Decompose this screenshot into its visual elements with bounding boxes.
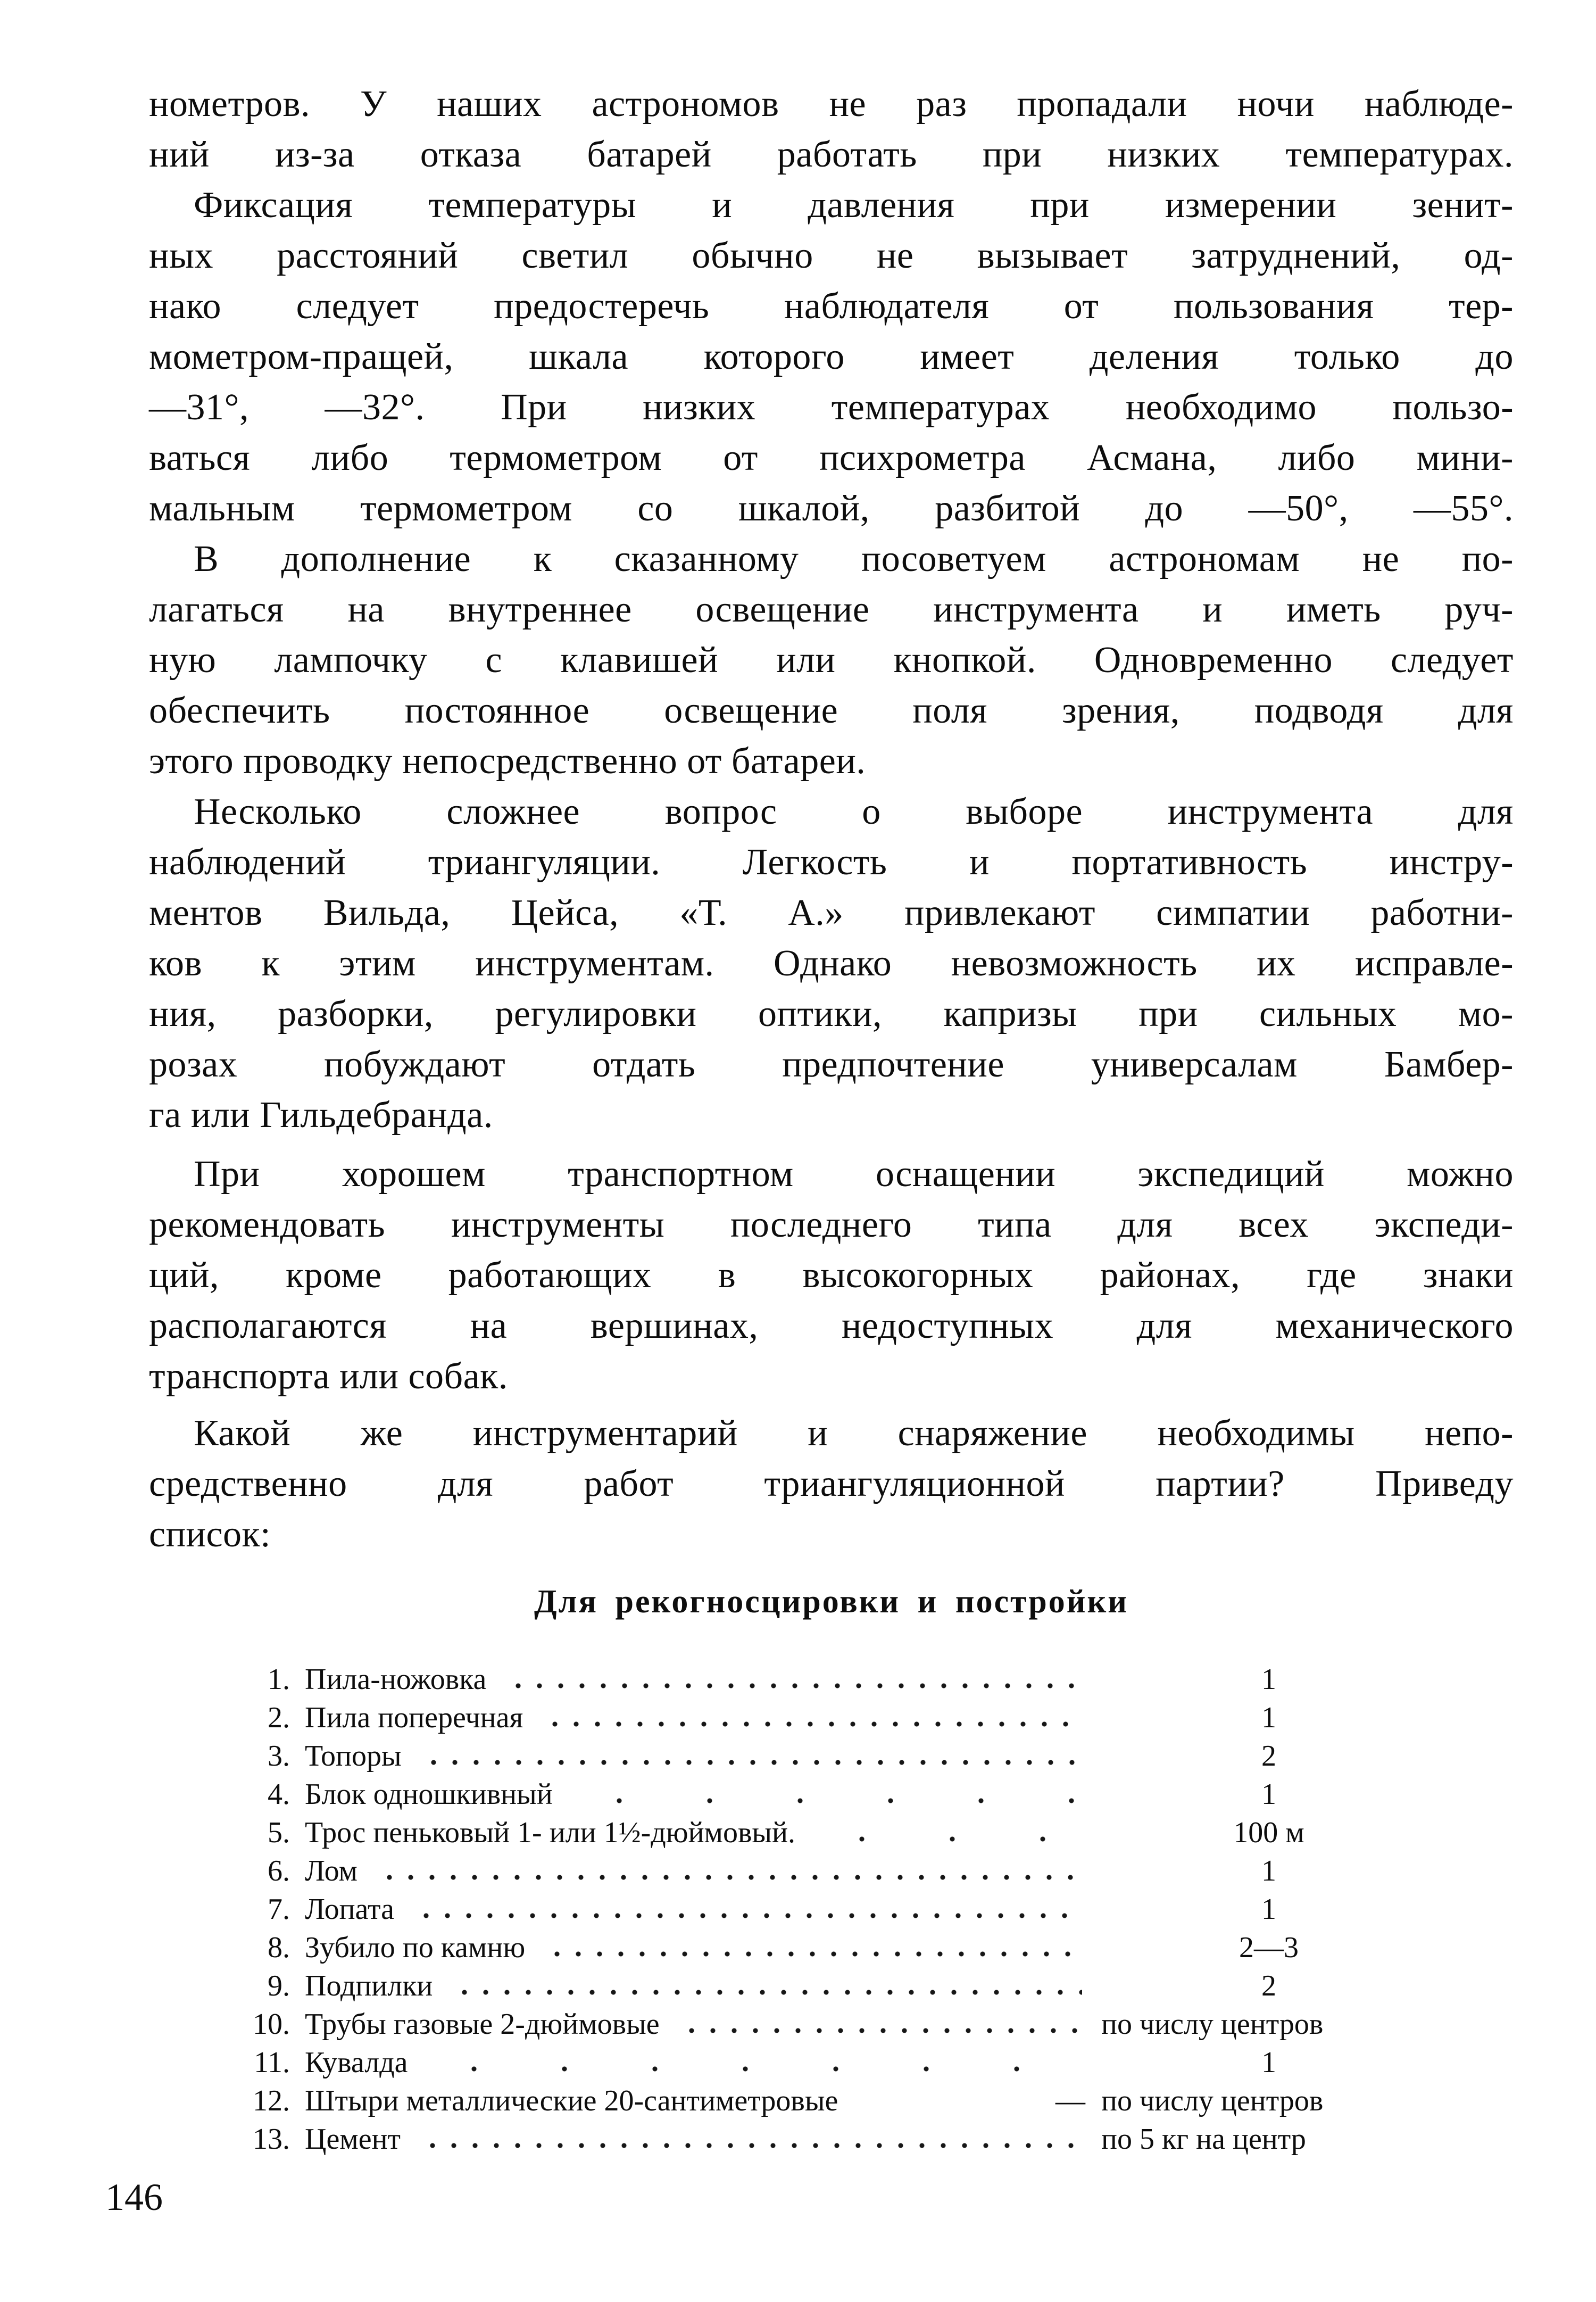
dot-leader (420, 1758, 1082, 1767)
item-quantity: 1 (1261, 2046, 1276, 2079)
list-item (237, 1775, 1511, 1814)
text-line: —31°, —32°. При низких температурах необходимо пользо- (149, 387, 1514, 428)
text-line: При хорошем транспортном оснащении экспедиций можно (194, 1154, 1514, 1195)
list-item (237, 1852, 1511, 1890)
item-label: Штыри металлические 20-сантиметровые (305, 2084, 838, 2117)
text-line: ний из-за отказа батарей работать при низких температурах. (149, 134, 1514, 175)
item-quantity: 1 (1261, 1663, 1276, 1696)
item-label: Лом (305, 1854, 358, 1887)
item-quantity: 1 (1261, 1893, 1276, 1926)
item-number: 3. (268, 1740, 290, 1773)
item-number: 4. (268, 1778, 290, 1811)
item-number: 13. (253, 2123, 290, 2156)
list-item (237, 1928, 1511, 1967)
item-number: 2. (268, 1701, 290, 1734)
text-line: ков к этим инструментам. Однако невозможность их исправле- (149, 943, 1514, 984)
text-line: список: (149, 1514, 271, 1555)
text-line: ных расстояний светил обычно не вызывает затруднений, од- (149, 235, 1514, 276)
item-number: 9. (268, 1969, 290, 2002)
item-quantity: по числу центров (1101, 2084, 1324, 2117)
text-line: обеспечить постоянное освещение поля зрения, подводя для (149, 690, 1514, 731)
text-line: ную лампочку с клавишей или кнопкой. Одновременно следует (149, 640, 1514, 681)
page-number: 146 (105, 2176, 163, 2218)
item-number: 6. (268, 1854, 290, 1887)
text-line: ментов Вильда, Цейса, «Т. А.» привлекают симпатии работни- (149, 892, 1514, 933)
list-item (237, 2082, 1511, 2120)
dash-separator: — (1055, 2084, 1085, 2117)
item-number: 12. (253, 2084, 290, 2117)
item-label: Топоры (305, 1740, 402, 1773)
dot-leader (541, 1720, 1082, 1728)
dot-leader (504, 1682, 1082, 1690)
text-line: Фиксация температуры и давления при измерении зенит- (194, 185, 1514, 226)
text-line: мометром-пращей, шкала которого имеет деления только до (149, 336, 1514, 377)
list-item (237, 2043, 1511, 2082)
text-line: располагаются на вершинах, недоступных для механического (149, 1305, 1514, 1346)
item-quantity: 1 (1261, 1701, 1276, 1734)
item-quantity: 2 (1261, 1740, 1276, 1773)
dot-leader (571, 1796, 1082, 1805)
text-line: транспорта или собак. (149, 1356, 508, 1397)
item-quantity: 2—3 (1239, 1931, 1299, 1964)
item-number: 8. (268, 1931, 290, 1964)
item-quantity: 1 (1261, 1854, 1276, 1887)
item-label: Трубы газовые 2-дюймовые (305, 2008, 660, 2041)
item-number: 7. (268, 1893, 290, 1926)
dot-leader (419, 2141, 1082, 2150)
list-item (237, 1814, 1511, 1852)
item-label: Пила-ножовка (305, 1663, 487, 1696)
text-line: ния, разборки, регулировки оптики, капризы при сильных мо- (149, 993, 1514, 1034)
item-label: Кувалда (305, 2046, 408, 2079)
item-label: Цемент (305, 2123, 401, 2156)
item-number: 5. (268, 1816, 290, 1849)
equipment-list (237, 1660, 1511, 2158)
text-line: Какой же инструментарий и снаряжение необходимы непо- (194, 1413, 1514, 1454)
text-line: наблюдений триангуляции. Легкость и портативность инстру- (149, 842, 1514, 883)
item-quantity: по числу центров (1101, 2008, 1324, 2041)
equipment-list-heading: Для рекогносцировки и постройки (534, 1584, 1128, 1620)
item-quantity: 2 (1261, 1969, 1276, 2002)
text-line: В дополнение к сказанному посоветуем астрономам не по- (194, 539, 1514, 579)
dot-leader (412, 1911, 1082, 1920)
list-item (237, 1890, 1511, 1928)
text-line: га или Гильдебранда. (149, 1095, 493, 1136)
list-item (237, 1699, 1511, 1737)
text-line: мальным термометром со шкалой, разбитой до —50°, —55°. (149, 488, 1514, 529)
dot-leader (678, 2026, 1082, 2035)
item-label: Лопата (305, 1893, 394, 1926)
item-quantity: 100 м (1233, 1816, 1304, 1849)
text-line: нометров. У наших астрономов не раз пропадали ночи наблюде- (149, 84, 1514, 125)
list-item (237, 2120, 1511, 2158)
dot-leader (426, 2065, 1082, 2073)
dot-leader (376, 1873, 1082, 1882)
list-item (237, 2005, 1511, 2043)
list-item (237, 1967, 1511, 2005)
item-quantity: 1 (1261, 1778, 1276, 1811)
item-number: 10. (253, 2008, 290, 2041)
text-line: рекомендовать инструменты последнего типа для всех экспеди- (149, 1204, 1514, 1245)
text-line: лагаться на внутреннее освещение инструмента и иметь руч- (149, 589, 1514, 630)
item-label: Подпилки (305, 1969, 433, 2002)
item-label: Блок одношкивный (305, 1778, 553, 1811)
list-item (237, 1660, 1511, 1699)
text-line: средственно для работ триангуляционной партии? Приведу (149, 1463, 1514, 1504)
item-label: Пила поперечная (305, 1701, 523, 1734)
text-line: розах побуждают отдать предпочтение универсалам Бамбер- (149, 1044, 1514, 1085)
item-number: 1. (268, 1663, 290, 1696)
text-line: нако следует предостеречь наблюдателя от пользования тер- (149, 286, 1514, 327)
text-line: Несколько сложнее вопрос о выборе инструмента для (194, 791, 1514, 832)
dot-leader (543, 1950, 1082, 1958)
item-label: Зубило по камню (305, 1931, 526, 1964)
dot-leader (813, 1835, 1082, 1843)
body-text (149, 79, 1514, 1560)
item-label: Трос пеньковый 1- или 1½-дюймовый. (305, 1816, 796, 1849)
list-item (237, 1737, 1511, 1775)
text-line: ваться либо термометром от психрометра Асмана, либо мини- (149, 437, 1514, 478)
text-line: ций, кроме работающих в высокогорных районах, где знаки (149, 1255, 1514, 1296)
item-number: 11. (254, 2046, 290, 2079)
item-quantity: по 5 кг на центр (1101, 2123, 1306, 2156)
dot-leader (451, 1988, 1082, 1997)
text-line: этого проводку непосредственно от батареи. (149, 741, 866, 782)
